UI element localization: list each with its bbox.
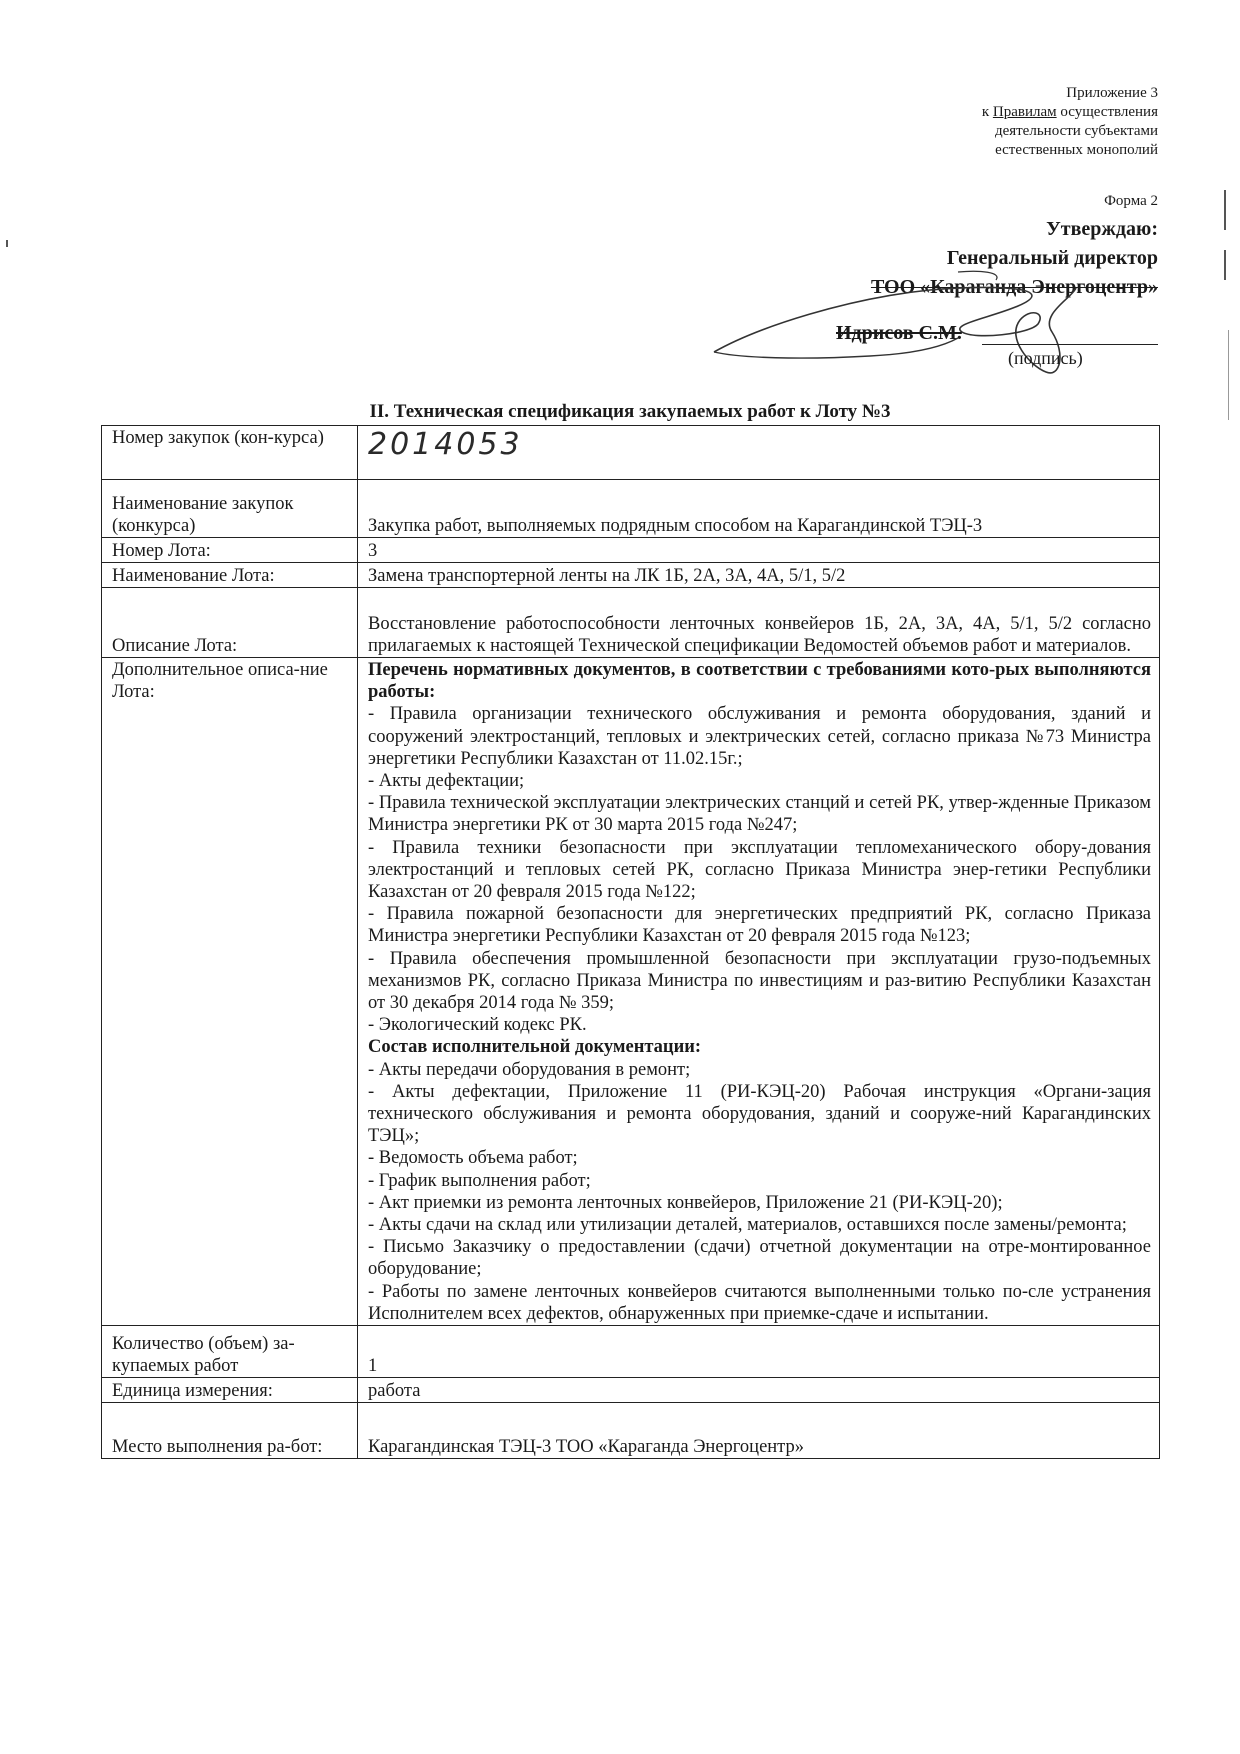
list-item: - Правила технической эксплуатации электрических станций и сетей РК, утвер-жденные Приказом Министра энергетики РК от 30 марта 2015 года №247; bbox=[368, 793, 1151, 836]
appendix-note bbox=[818, 84, 1158, 160]
lot-number-value: 3 bbox=[358, 538, 1160, 563]
appendix-line-1: Приложение 3 bbox=[1066, 85, 1158, 101]
appendix-line-3: деятельности субъектами bbox=[994, 123, 1158, 139]
table-row bbox=[102, 1403, 1160, 1459]
procurement-number-value: 2014053 bbox=[358, 426, 1160, 480]
list-item: - Ведомость объема работ; bbox=[368, 1148, 578, 1169]
scan-edge-mark bbox=[1224, 190, 1226, 230]
table-row bbox=[102, 1326, 1160, 1378]
spec-title: II. Техническая спецификация закупаемых работ к Лоту №3 bbox=[369, 401, 891, 422]
rules-link[interactable]: Правилам bbox=[992, 104, 1057, 120]
approval-company: ТОО «Караганда Энергоцентр» bbox=[870, 276, 1158, 298]
list-item: - Акты сдачи на склад или утилизации деталей, материалов, оставшихся после замены/ремонта; bbox=[368, 1215, 1127, 1236]
quantity-value: 1 bbox=[358, 1326, 1160, 1378]
row-label: Место выполнения ра-бот: bbox=[102, 1403, 358, 1459]
row-label: Номер закупок (кон-курса) bbox=[102, 426, 358, 480]
scan-edge-mark bbox=[1224, 250, 1226, 280]
regulations-heading: Перечень нормативных документов, в соответствии с требованиями кото-рых выполняются работы: bbox=[368, 660, 1151, 703]
scan-edge-mark bbox=[1228, 330, 1229, 420]
list-item: - Акты дефектации, Приложение 11 (РИ-КЭЦ-20) Рабочая инструкция «Органи-зация технического обслуживания и ремонта оборудования, зданий и сооруже-ний Карагандинских ТЭЦ»; bbox=[368, 1081, 1151, 1147]
additional-description bbox=[358, 658, 1160, 1326]
row-label: Единица измерения: bbox=[102, 1378, 358, 1403]
scan-edge-mark bbox=[6, 240, 8, 247]
form-number: Форма 2 bbox=[1104, 193, 1158, 209]
appendix-prefix: к bbox=[981, 104, 993, 120]
appendix-line-2 bbox=[818, 103, 1158, 122]
lot-name-value: Замена транспортерной ленты на ЛК 1Б, 2А, 3А, 4А, 5/1, 5/2 bbox=[358, 563, 1160, 588]
unit-value: работа bbox=[358, 1378, 1160, 1403]
row-label: Наименование закупок (конкурса) bbox=[102, 480, 358, 538]
appendix-suffix: осуществления bbox=[1056, 104, 1158, 120]
spec-table bbox=[101, 425, 1160, 1459]
table-row bbox=[102, 1378, 1160, 1403]
list-item: - Правила организации технического обслуживания и ремонта оборудования, зданий и сооружений электростанций, тепловых и электрических сетей, согласно приказа №73 Министра энергетики Республики Казахстан от 11.02.15г.; bbox=[368, 704, 1151, 769]
row-label: Номер Лота: bbox=[102, 538, 358, 563]
row-label: Наименование Лота: bbox=[102, 563, 358, 588]
list-item: - Правила обеспечения промышленной безопасности при эксплуатации грузо-подъемных механизмов РК, согласно Приказа Министра по инвестициям и раз-витию Республики Казахстан от 30 декабря 2014 года № 359; bbox=[368, 948, 1151, 1014]
list-item: - Экологический кодекс РК. bbox=[368, 1015, 587, 1036]
procurement-name-value: Закупка работ, выполняемых подрядным способом на Карагандинской ТЭЦ-3 bbox=[358, 480, 1160, 538]
list-item: - Письмо Заказчику о предоставлении (сдачи) отчетной документации на отре-монтированное оборудование; bbox=[368, 1237, 1151, 1280]
documentation-heading: Состав исполнительной документации: bbox=[368, 1037, 702, 1058]
list-item: - Акты дефектации; bbox=[368, 771, 525, 792]
list-item: - Правила техники безопасности при эксплуатации тепломеханического обору-дования электростанций и тепловых сетей РК, согласно Приказа Министра энер-гетики Республики Казахстан от 20 февраля 2015 года №122; bbox=[368, 837, 1151, 903]
signature-caption: (подпись) bbox=[1008, 348, 1083, 368]
signer-name: Идрисов С.М. bbox=[836, 322, 962, 344]
row-label: Дополнительное описа-ние Лота: bbox=[102, 658, 358, 1326]
table-row bbox=[102, 426, 1160, 480]
row-label: Количество (объем) за-купаемых работ bbox=[102, 1326, 358, 1378]
signature-line bbox=[982, 344, 1158, 345]
table-row bbox=[102, 658, 1160, 1326]
row-label: Описание Лота: bbox=[102, 588, 358, 658]
appendix-line-4: естественных монополий bbox=[995, 142, 1158, 158]
approval-title: Утверждаю: bbox=[1046, 218, 1158, 240]
lot-description-value: Восстановление работоспособности ленточных конвейеров 1Б, 2А, 3А, 4А, 5/1, 5/2 согласно прилагаемых к настоящей Технической спецификации Ведомостей объемов работ и материалов. bbox=[358, 588, 1160, 658]
list-item: - Правила пожарной безопасности для энергетических предприятий РК, согласно Приказа Министра энергетики Республики Казахстан от 20 февраля 2015 года №123; bbox=[368, 904, 1151, 947]
list-item: - Работы по замене ленточных конвейеров считаются выполненными только по-сле устранения Исполнителем всех дефектов, обнаруженных при приемке-сдаче и испытании. bbox=[368, 1281, 1151, 1324]
list-item: - Акты передачи оборудования в ремонт; bbox=[368, 1059, 691, 1080]
list-item: - Акт приемки из ремонта ленточных конвейеров, Приложение 21 (РИ-КЭЦ-20); bbox=[368, 1192, 1003, 1213]
approval-position: Генеральный директор bbox=[946, 247, 1158, 269]
table-row bbox=[102, 538, 1160, 563]
table-row bbox=[102, 480, 1160, 538]
list-item: - График выполнения работ; bbox=[368, 1170, 591, 1191]
location-value: Карагандинская ТЭЦ-3 ТОО «Караганда Энергоцентр» bbox=[358, 1403, 1160, 1459]
table-row bbox=[102, 588, 1160, 658]
table-row bbox=[102, 563, 1160, 588]
